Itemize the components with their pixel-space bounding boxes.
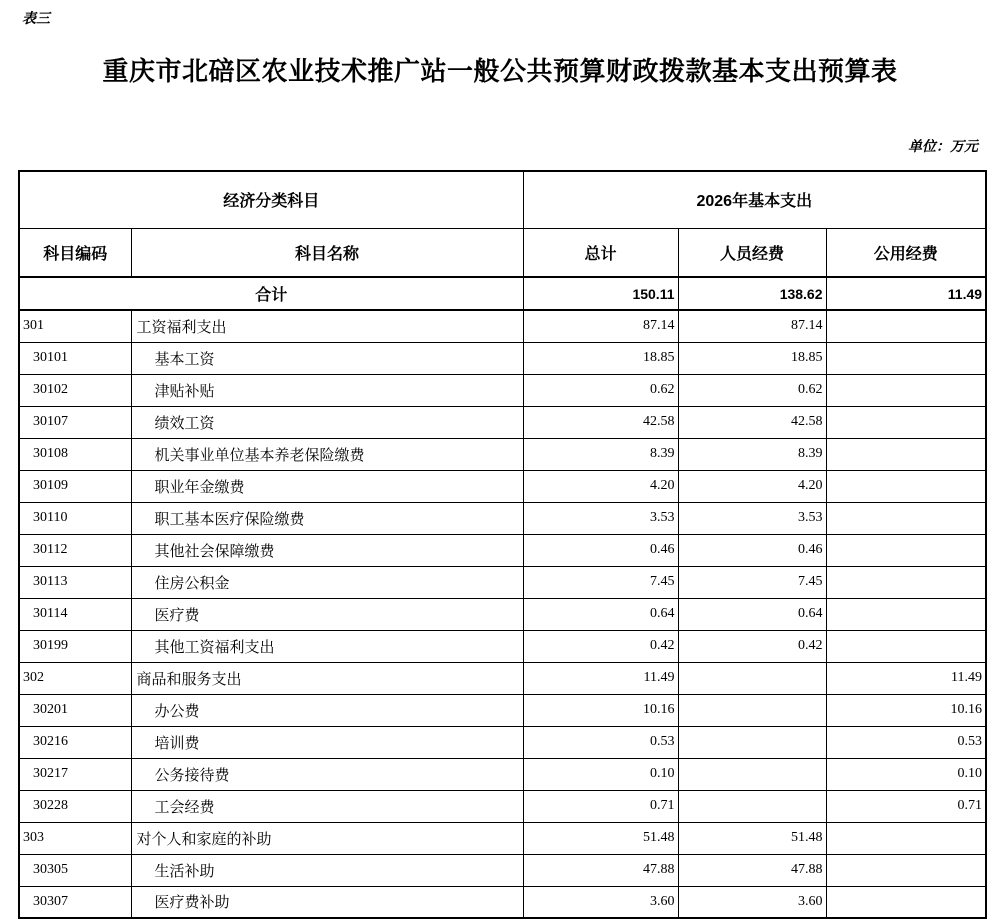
total-cell: 51.48: [523, 822, 678, 854]
subject-code-cell: 30101: [19, 342, 131, 374]
subject-code-cell: 303: [19, 822, 131, 854]
table-row: [19, 374, 986, 406]
table-row: [19, 438, 986, 470]
total-row-public: 11.49: [826, 277, 986, 310]
table-row: [19, 758, 986, 790]
header-subject-name: 科目名称: [131, 228, 523, 277]
personnel-funds-cell: 51.48: [678, 822, 826, 854]
personnel-funds-cell: [678, 790, 826, 822]
total-cell: 18.85: [523, 342, 678, 374]
personnel-funds-cell: 0.64: [678, 598, 826, 630]
table-row: [19, 662, 986, 694]
subject-code-cell: 30199: [19, 630, 131, 662]
total-cell: 0.71: [523, 790, 678, 822]
personnel-funds-cell: 42.58: [678, 406, 826, 438]
public-funds-cell: [826, 630, 986, 662]
public-funds-cell: 11.49: [826, 662, 986, 694]
subject-name-cell: 公务接待费: [131, 758, 523, 790]
public-funds-cell: [826, 534, 986, 566]
table-row: [19, 694, 986, 726]
personnel-funds-cell: [678, 758, 826, 790]
subject-name-cell: 办公费: [131, 694, 523, 726]
personnel-funds-cell: 7.45: [678, 566, 826, 598]
public-funds-cell: [826, 566, 986, 598]
personnel-funds-cell: 3.53: [678, 502, 826, 534]
total-row-total: 150.11: [523, 277, 678, 310]
public-funds-cell: 0.10: [826, 758, 986, 790]
subject-code-cell: 30110: [19, 502, 131, 534]
subject-name-cell: 医疗费: [131, 598, 523, 630]
header-public-funds: 公用经费: [826, 228, 986, 277]
table-row: [19, 310, 986, 342]
table-row: [19, 598, 986, 630]
personnel-funds-cell: 4.20: [678, 470, 826, 502]
header-economic-classification: 经济分类科目: [19, 171, 523, 228]
header-2026-basic-expenditure: 2026年基本支出: [523, 171, 986, 228]
total-cell: 8.39: [523, 438, 678, 470]
subject-code-cell: 30201: [19, 694, 131, 726]
subject-name-cell: 职业年金缴费: [131, 470, 523, 502]
page-title: 重庆市北碚区农业技术推广站一般公共预算财政拨款基本支出预算表: [102, 56, 898, 86]
table-index-label: 表三: [22, 12, 50, 27]
subject-code-cell: 30228: [19, 790, 131, 822]
total-cell: 42.58: [523, 406, 678, 438]
personnel-funds-cell: 8.39: [678, 438, 826, 470]
subject-code-cell: 30113: [19, 566, 131, 598]
personnel-funds-cell: [678, 726, 826, 758]
total-cell: 0.64: [523, 598, 678, 630]
personnel-funds-cell: 3.60: [678, 886, 826, 918]
subject-code-cell: 301: [19, 310, 131, 342]
public-funds-cell: 0.53: [826, 726, 986, 758]
subject-name-cell: 生活补助: [131, 854, 523, 886]
subject-code-cell: 30305: [19, 854, 131, 886]
table-body: [19, 277, 986, 918]
personnel-funds-cell: [678, 662, 826, 694]
public-funds-cell: [826, 438, 986, 470]
table-row: [19, 886, 986, 918]
total-cell: 0.10: [523, 758, 678, 790]
table-row: [19, 790, 986, 822]
table-row: [19, 854, 986, 886]
unit-note: 单位：万元: [908, 140, 978, 155]
table-row: [19, 566, 986, 598]
public-funds-cell: [826, 822, 986, 854]
header-columns-row: [19, 228, 986, 277]
public-funds-cell: [826, 342, 986, 374]
public-funds-cell: [826, 310, 986, 342]
subject-code-cell: 30216: [19, 726, 131, 758]
table-row: [19, 534, 986, 566]
subject-name-cell: 津贴补贴: [131, 374, 523, 406]
total-cell: 87.14: [523, 310, 678, 342]
subject-name-cell: 商品和服务支出: [131, 662, 523, 694]
header-total: 总计: [523, 228, 678, 277]
table-row: [19, 822, 986, 854]
personnel-funds-cell: 0.62: [678, 374, 826, 406]
public-funds-cell: [826, 374, 986, 406]
total-row-label: 合计: [19, 277, 523, 310]
table-row: [19, 630, 986, 662]
subject-name-cell: 医疗费补助: [131, 886, 523, 918]
subject-code-cell: 30112: [19, 534, 131, 566]
total-cell: 0.46: [523, 534, 678, 566]
header-personnel-funds: 人员经费: [678, 228, 826, 277]
table-row: [19, 406, 986, 438]
personnel-funds-cell: 0.42: [678, 630, 826, 662]
subject-name-cell: 对个人和家庭的补助: [131, 822, 523, 854]
subject-name-cell: 住房公积金: [131, 566, 523, 598]
subject-name-cell: 工会经费: [131, 790, 523, 822]
subject-name-cell: 培训费: [131, 726, 523, 758]
subject-code-cell: 30217: [19, 758, 131, 790]
personnel-funds-cell: 47.88: [678, 854, 826, 886]
personnel-funds-cell: 87.14: [678, 310, 826, 342]
table-row: [19, 502, 986, 534]
public-funds-cell: [826, 854, 986, 886]
personnel-funds-cell: [678, 694, 826, 726]
total-row-personnel: 138.62: [678, 277, 826, 310]
subject-name-cell: 职工基本医疗保险缴费: [131, 502, 523, 534]
total-cell: 3.60: [523, 886, 678, 918]
subject-name-cell: 绩效工资: [131, 406, 523, 438]
table-row: [19, 470, 986, 502]
public-funds-cell: [826, 470, 986, 502]
subject-code-cell: 30109: [19, 470, 131, 502]
public-funds-cell: [826, 886, 986, 918]
subject-name-cell: 机关事业单位基本养老保险缴费: [131, 438, 523, 470]
total-cell: 47.88: [523, 854, 678, 886]
total-cell: 0.42: [523, 630, 678, 662]
public-funds-cell: [826, 502, 986, 534]
personnel-funds-cell: 0.46: [678, 534, 826, 566]
subject-name-cell: 基本工资: [131, 342, 523, 374]
subject-code-cell: 30107: [19, 406, 131, 438]
table-header: [19, 171, 986, 277]
total-cell: 0.62: [523, 374, 678, 406]
total-cell: 10.16: [523, 694, 678, 726]
subject-code-cell: 302: [19, 662, 131, 694]
public-funds-cell: [826, 406, 986, 438]
total-cell: 4.20: [523, 470, 678, 502]
subject-code-cell: 30307: [19, 886, 131, 918]
total-cell: 7.45: [523, 566, 678, 598]
total-cell: 11.49: [523, 662, 678, 694]
public-funds-cell: [826, 598, 986, 630]
public-funds-cell: 0.71: [826, 790, 986, 822]
budget-table: [18, 170, 987, 919]
total-cell: 3.53: [523, 502, 678, 534]
subject-code-cell: 30108: [19, 438, 131, 470]
subject-code-cell: 30102: [19, 374, 131, 406]
subject-name-cell: 其他工资福利支出: [131, 630, 523, 662]
total-row: [19, 277, 986, 310]
header-group-row: [19, 171, 986, 228]
subject-name-cell: 工资福利支出: [131, 310, 523, 342]
total-cell: 0.53: [523, 726, 678, 758]
table-row: [19, 726, 986, 758]
personnel-funds-cell: 18.85: [678, 342, 826, 374]
table-row: [19, 342, 986, 374]
public-funds-cell: 10.16: [826, 694, 986, 726]
subject-name-cell: 其他社会保障缴费: [131, 534, 523, 566]
subject-code-cell: 30114: [19, 598, 131, 630]
header-subject-code: 科目编码: [19, 228, 131, 277]
